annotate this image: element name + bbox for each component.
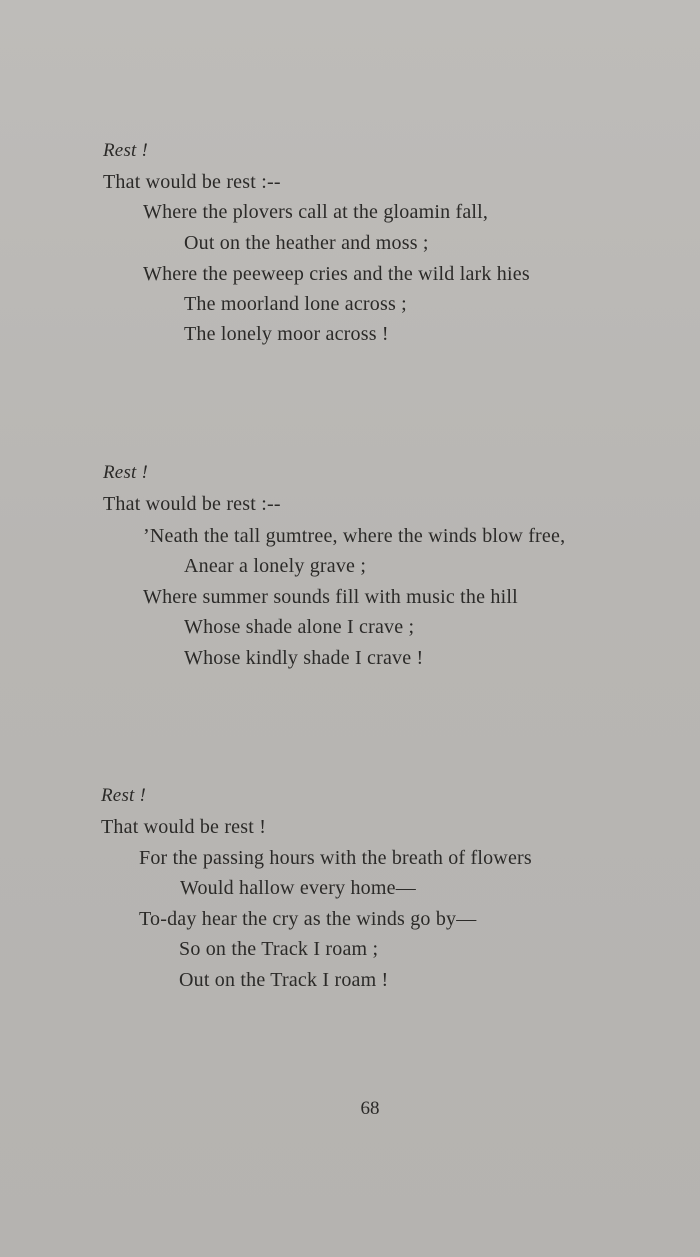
stanza-title: Rest ! (103, 140, 148, 161)
poem-line: Out on the heather and moss ; (184, 232, 429, 254)
poem-line: The moorland lone across ; (184, 293, 407, 315)
poem-line: For the passing hours with the breath of flowers (139, 847, 532, 869)
poem-line: The lonely moor across ! (184, 323, 389, 345)
poem-line: Where the peeweep cries and the wild lark hies (143, 263, 530, 285)
poem-line: Anear a lonely grave ; (184, 555, 367, 577)
poem-line: Out on the Track I roam ! (179, 969, 389, 991)
stanza-title: Rest ! (101, 785, 146, 806)
poem-line: That would be rest :-- (103, 493, 281, 515)
poem-line: To-day hear the cry as the winds go by— (139, 908, 477, 930)
poem-line: That would be rest :-- (103, 171, 281, 193)
page-number: 68 (360, 1098, 380, 1119)
poem-line: ’Neath the tall gumtree, where the winds blow free, (143, 525, 566, 547)
poem-line: That would be rest ! (101, 816, 267, 838)
poem-line: Whose shade alone I crave ; (184, 616, 415, 638)
stanza-title: Rest ! (103, 462, 148, 483)
poem-line: So on the Track I roam ; (179, 938, 379, 960)
poem-line: Would hallow every home— (180, 877, 416, 899)
poem-line: Where the plovers call at the gloamin fall, (143, 201, 489, 223)
poem-line: Where summer sounds fill with music the hill (143, 586, 518, 608)
poem-line: Whose kindly shade I crave ! (184, 647, 424, 669)
